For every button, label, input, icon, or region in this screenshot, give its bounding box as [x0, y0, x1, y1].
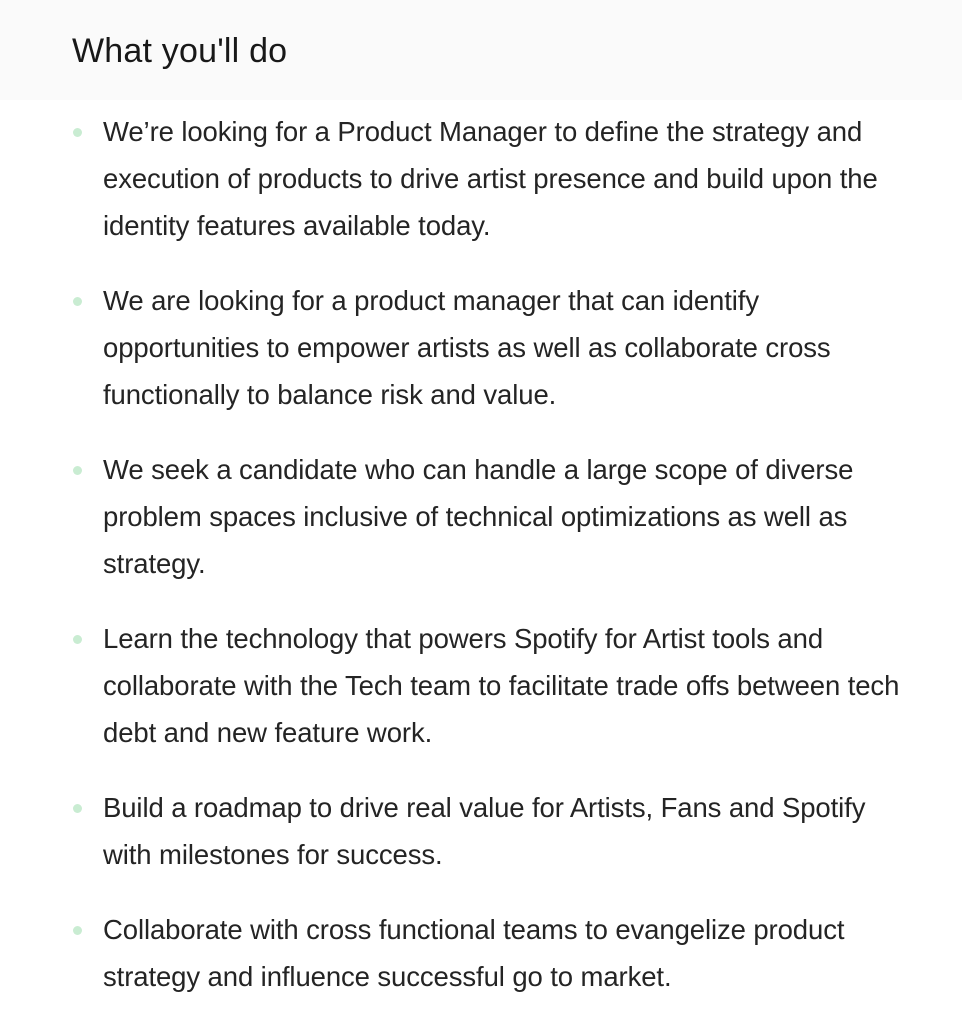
bullet-dot-icon [73, 804, 82, 813]
list-item-text: We are looking for a product manager that can identify opportunities to empower artists as well as collaborate cross functionally to balance risk and value. [103, 285, 831, 410]
list-item-text: We’re looking for a Product Manager to define the strategy and execution of products to drive artist presence and build upon the identity features available today. [103, 116, 878, 241]
list-item [0, 906, 962, 1000]
section-title: What you'll do [72, 32, 288, 70]
list-item-text: We seek a candidate who can handle a large scope of diverse problem spaces inclusive of technical optimizations as well as strategy. [103, 454, 854, 579]
list-item [0, 277, 962, 418]
bullet-dot-icon [73, 466, 82, 475]
list-item [0, 446, 962, 587]
bullet-dot-icon [73, 297, 82, 306]
list-item-text: Collaborate with cross functional teams to evangelize product strategy and influence successful go to market. [103, 914, 845, 992]
responsibilities-list [0, 108, 962, 1028]
list-item [0, 615, 962, 756]
bullet-dot-icon [73, 635, 82, 644]
list-item [0, 784, 962, 878]
bullet-dot-icon [73, 128, 82, 137]
bullet-dot-icon [73, 926, 82, 935]
list-item-text: Learn the technology that powers Spotify for Artist tools and collaborate with the Tech team to facilitate trade offs between tech debt and new feature work. [103, 623, 900, 748]
list-item [0, 108, 962, 249]
list-item-text: Build a roadmap to drive real value for Artists, Fans and Spotify with milestones for success. [103, 792, 866, 870]
